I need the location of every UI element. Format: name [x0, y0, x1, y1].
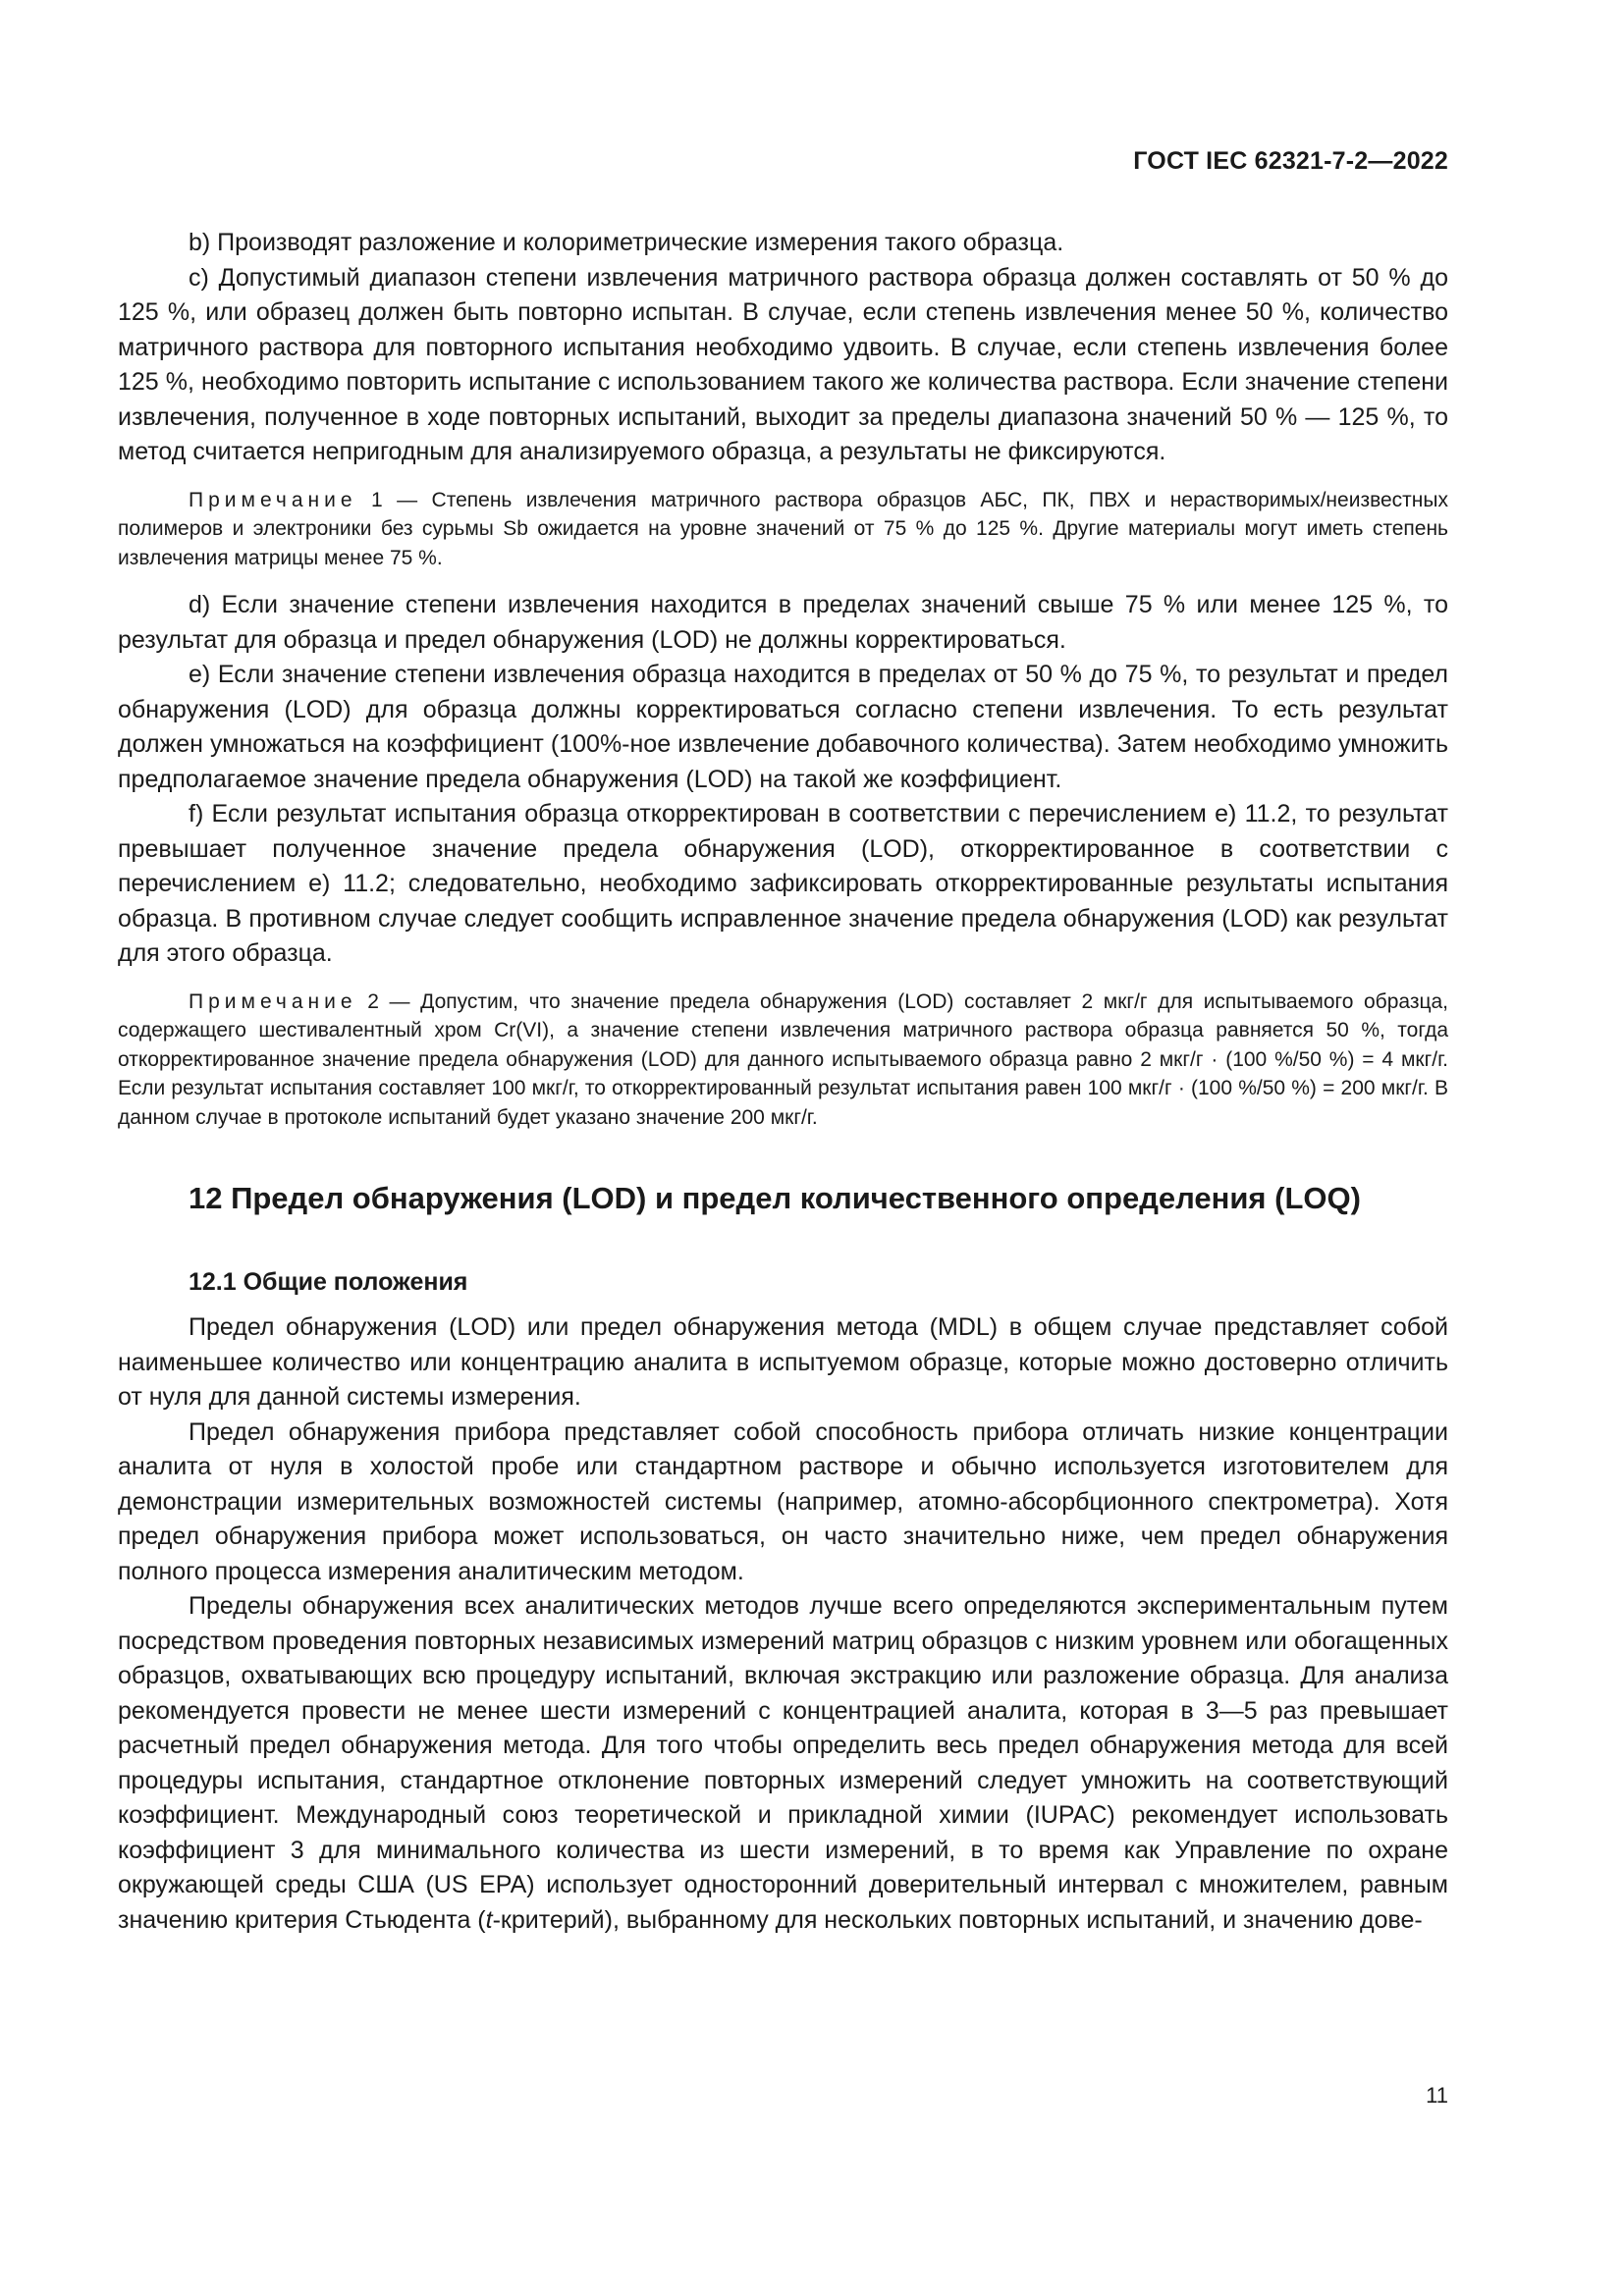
note-2-text: 2 — Допустим, что значение предела обнаружения (LOD) составляет 2 мкг/г для испытываемого образца, содержащего шестивалентный хром Cr(VI), а значение степени извлечения матричного раствора образца равняется 50 %, тогда откорректированное значение предела обнаружения (LOD) для данного испытываемого образца равно 2 мкг/г · (100 %/50 %) = 4 мкг/г. Если результат испытания составляет 100 мкг/г, то откорректированный результат испытания равен 100 мкг/г · (100 %/50 %) = 200 мкг/г. В данном случае в протоколе испытаний будет указано значение 200 мкг/г.: [118, 989, 1448, 1129]
note-2-label: Примечание: [189, 989, 357, 1013]
paragraph-item-f: f) Если результат испытания образца откорректирован в соответствии с перечислением e) 11.2, то результат превышает полученное значение предела обнаружения (LOD), откорректированное в соответствии с перечислением e) 11.2; следовательно, необходимо зафиксировать откорректированные результаты испытания образца. В противном случае следует сообщить исправленное значение предела обнаружения (LOD) как результат для этого образца.: [118, 800, 1448, 967]
t-criterion-symbol: t: [485, 1905, 493, 1934]
note-1: [118, 486, 1448, 573]
document-code-header: ГОСТ IEC 62321-7-2—2022: [1133, 147, 1448, 175]
note-2: [118, 988, 1448, 1133]
section-12-paragraph-1: Предел обнаружения (LOD) или предел обнаружения метода (MDL) в общем случае представляет собой наименьшее количество или концентрацию аналита в испытуемом образце, которые можно достоверно отличить от нуля для данной системы измерения.: [118, 1313, 1448, 1411]
paragraph-item-b: b) Производят разложение и колориметрические измерения такого образца.: [189, 229, 1064, 256]
paragraph-3-text-end: -критерий), выбранному для нескольких повторных испытаний, и значению дове-: [492, 1905, 1423, 1934]
paragraph-3-text-start: Пределы обнаружения всех аналитических методов лучше всего определяются экспериментальным путем посредством проведения повторных независимых измерений матриц образцов с низким уровнем или обогащенных образцов, охватывающих всю процедуру испытаний, включая экстракцию или разложение образца. Для анализа рекомендуется провести не менее шести измерений с концентрацией аналита, которая в 3—5 раз превышает расчетный предел обнаружения метода. Для того чтобы определить весь предел обнаружения метода для всей процедуры испытания, стандартное отклонение повторных измерений следует умножить на соответствующий коэффициент. Международный союз теоретической и прикладной химии (IUPAC) рекомендует использовать коэффициент 3 для минимального количества из шести измерений, в то время как Управление по охране окружающей среды США (US EPA) использует односторонний доверительный интервал с множителем, равным значению критерия Стьюдента (: [118, 1592, 1448, 1934]
note-1-label: Примечание: [189, 488, 357, 511]
note-1-text: 1 — Степень извлечения матричного раствора образцов АБС, ПК, ПВХ и нерастворимых/неизвестных полимеров и электроники без сурьмы Sb ожидается на уровне значений от 75 % до 125 %. Другие материалы могут иметь степень извлечения матрицы менее 75 %.: [118, 488, 1448, 569]
paragraph-item-e: e) Если значение степени извлечения образца находится в пределах от 50 % до 75 %, то результат и предел обнаружения (LOD) для образца должны корректироваться согласно степени извлечения. То есть результат должен умножаться на коэффициент (100%-ное извлечение добавочного количества). Затем необходимо умножить предполагаемое значение предела обнаружения (LOD) на такой же коэффициент.: [118, 661, 1448, 793]
paragraph-item-d: d) Если значение степени извлечения находится в пределах значений свыше 75 % или менее 125 %, то результат для образца и предел обнаружения (LOD) не должны корректироваться.: [118, 591, 1448, 654]
page-content: [118, 226, 1448, 1938]
section-12-paragraph-2: Предел обнаружения прибора представляет собой способность прибора отличать низкие концентрации аналита от нуля в холостой пробе или стандартном растворе и обычно используется изготовителем для демонстрации измерительных возможностей системы (например, атомно-абсорбционного спектрометра). Хотя предел обнаружения прибора может использоваться, он часто значительно ниже, чем предел обнаружения полного процесса измерения аналитическим методом.: [118, 1417, 1448, 1585]
paragraph-item-c: c) Допустимый диапазон степени извлечения матричного раствора образца должен составлять от 50 % до 125 %, или образец должен быть повторно испытан. В случае, если степень извлечения менее 50 %, количество матричного раствора для повторного испытания необходимо удвоить. В случае, если степень извлечения более 125 %, необходимо повторить испытание с использованием такого же количества раствора. Если значение степени извлечения, полученное в ходе повторных испытаний, выходит за пределы диапазона значений 50 % — 125 %, то метод считается непригодным для анализируемого образца, а результаты не фиксируются.: [118, 263, 1448, 465]
subsection-12-1-heading: 12.1 Общие положения: [189, 1268, 468, 1296]
section-12-heading: 12 Предел обнаружения (LOD) и предел количественного определения (LOQ): [189, 1181, 1361, 1215]
page-number: 11: [1426, 2083, 1448, 2108]
section-12-paragraph-3: [118, 1589, 1448, 1938]
